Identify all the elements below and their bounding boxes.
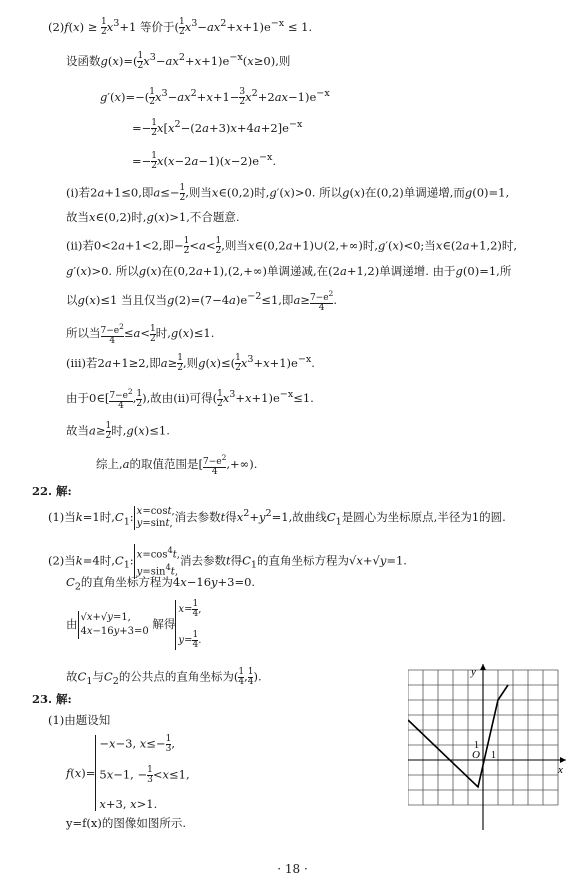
p22-part2-line-1: (2)当k=4时$,C_1$: $x=\cos^4t$, $y=\sin^4t$, 消去参数t得$C_1$的直角坐标方程为√x+√y=1. [48, 545, 407, 578]
tick-label-x-1: 1 [491, 750, 496, 761]
p23-graph-caption: y=f(x)的图像如图所示. [66, 816, 187, 830]
origin-label: O [472, 749, 480, 761]
problem-22-heading: 22. 解: [32, 484, 72, 498]
case-iii-line-3: 故当a≥ $\frac{1}{2}$ 时,g(x)≤1. [66, 421, 170, 441]
case-iii-line-2: 由于0∈[ $\frac{7-e^2}{4}$ , $\frac{1}{2}$ ),故由(ⅱ)可得( $\frac{1}{2}$ $x^3+x+1)e^{-x}\le 1$. [66, 387, 314, 411]
conclusion-line: 综上,a的取值范围是[ $\frac{7-e^2}{4}$ ,+∞). [96, 453, 258, 477]
case-ii-line-3: 以g(x)≤1 当且仅当$g(2)=(7-4a)e^{-2}\le 1$,即a≥ $\frac{7-e^2}{4}$ . [66, 289, 337, 313]
p22-part2-solve: 由 √x+√y=1, 4x−16y+3=0 解得 x= $\frac{1}{4}$ , y= $\frac{1}{4}$ . [66, 599, 202, 650]
case-ii-line-2: g′(x)>0. 所以g(x)在(0,2a+1),(2,+∞)单调递减,在(2a+1,2)单调递增. 由于g(0)=1,所 [66, 264, 512, 278]
line-define-g: 设函数g(x)=( $\frac{1}{2}$ $x^3-ax^2+x+1)e^{-x}(x\ge 0)$,则 [66, 51, 291, 72]
y-axis-label: y [471, 666, 476, 678]
tick-label-y-1: 1 [474, 740, 479, 751]
function-graph [408, 660, 573, 832]
p23-part1-intro: (1)由题设知 [48, 713, 111, 727]
line-derivative-1: g′(x)=−( $\frac{1}{2}$ $x^3-ax^2+x+1-$ $\frac{3}{2}$ $x^2+2ax-1)e^{-x}$ [100, 87, 330, 108]
page-number: · 18 · [277, 862, 308, 876]
case-i-line-1: (ⅰ)若2a+1≤0,即a≤− $\frac{1}{2}$ ,则当x∈(0,2)时,g′(x)>0. 所以g(x)在(0,2)单调递增,而g(0)=1, [66, 183, 510, 203]
p22-answer: 故$C_1$与$C_2$的公共点的直角坐标为( $\frac{1}{4}$ , $\frac{1}{4}$ ). [66, 667, 262, 687]
p23-piecewise: f(x)= −x−3, x≤− $\frac{1}{3}$ , 5x−1, − $\frac{1}{3}$ <x≤1, x+3, x>1. [66, 734, 190, 811]
p22-part1: (1)当k=1时$,C_1$: x=cost, y=sint, 消去参数t得$x^2+y^2=1$,故曲线$C_1$是圆心为坐标原点,半径为1的圆. [48, 506, 506, 529]
x-axis-arrow [560, 757, 566, 763]
case-ii-line-1: (ⅱ)若0<2a+1<2,即− $\frac{1}{2}$ <a< $\frac{1}{2}$ ,则当x∈(0,2a+1)∪(2,+∞)时,g′(x)<0;当x∈(2a+1,2)时, [66, 236, 518, 256]
problem-23-heading: 23. 解: [32, 692, 72, 706]
case-ii-line-4: 所以当 $\frac{7-e^2}{4}$ ≤a< $\frac{1}{2}$ 时,g(x)≤1. [66, 322, 215, 346]
y-axis-arrow [480, 664, 486, 670]
case-iii-line-1: (ⅲ)若2a+1≥2,即a≥ $\frac{1}{2}$ ,则g(x)≤( $\frac{1}{2}$ $x^3+x+1)e^{-x}$. [66, 353, 315, 374]
p22-part2-line-2: $C_2$的直角坐标方程为4x−16y+3=0. [66, 575, 256, 593]
line-2-intro: (2)f(x) ≥ $\frac{1}{2}$ $x^3+1$ 等价于( $\frac{1}{2}$ $x^3-ax^2+x+1)e^{-x} \le 1$. [48, 17, 313, 38]
x-axis-label: x [558, 764, 563, 776]
line-derivative-3: =− $\frac{1}{2}$ $x(x-2a-1)(x-2)e^{-x}$. [132, 151, 277, 172]
case-i-line-2: 故当x∈(0,2)时,g(x)>1,不合题意. [66, 210, 240, 224]
line-derivative-2: =− $\frac{1}{2}$ $x[x^2-(2a+3)x+4a+2]e^{-x}$ [132, 118, 303, 139]
